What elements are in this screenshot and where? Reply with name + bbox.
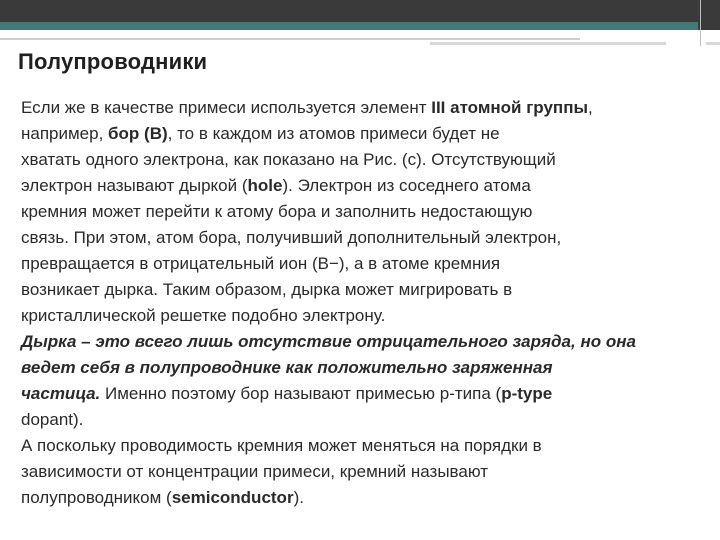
text-line — [21, 485, 701, 511]
text-line — [21, 199, 701, 225]
text-line — [21, 147, 701, 173]
emphasis-run: III атомной группы — [431, 98, 588, 117]
text-line — [21, 225, 701, 251]
text-line — [21, 173, 701, 199]
text-line — [21, 407, 701, 433]
text-run: хватать одного электрона, как показано на Рис. (с). Отсутствующий — [21, 150, 556, 169]
emphasis-run: ведет себя в полупроводнике как положительно заряженная — [21, 358, 553, 377]
header-rule-right — [430, 42, 666, 45]
emphasis-run: p-type — [501, 384, 553, 403]
top-teal-stripe — [0, 22, 698, 30]
corner-divider — [700, 0, 701, 46]
emphasis-run: semiconductor — [171, 488, 294, 507]
text-line — [21, 121, 701, 147]
text-line — [21, 303, 701, 329]
text-run: , — [587, 98, 593, 117]
text-run: ). — [73, 410, 84, 429]
emphasis-run: hole — [247, 176, 283, 195]
emphasis-run: частица. — [21, 384, 101, 403]
text-run: ). Электрон из соседнего атома — [282, 176, 531, 195]
text-run: dopant — [21, 410, 73, 429]
text-run: ). — [293, 488, 304, 507]
text-line — [21, 381, 701, 407]
text-run: кристаллической решетке подобно электрону. — [21, 306, 386, 325]
emphasis-run: бор (B) — [108, 124, 168, 143]
text-line — [21, 329, 701, 355]
text-line — [21, 251, 701, 277]
text-run: например, — [21, 124, 109, 143]
emphasis-run: Дырка – это всего лишь отсутствие отрицательного заряда, но она — [21, 332, 636, 351]
text-run: электрон называют дыркой ( — [21, 176, 248, 195]
text-run: Именно поэтому бор называют примесью р-типа ( — [100, 384, 502, 403]
text-run: А поскольку проводимость кремния может меняться на порядки в — [21, 436, 542, 455]
text-line — [21, 459, 701, 485]
text-run: Если же в качестве примеси используется элемент — [21, 98, 432, 117]
text-run: превращается в отрицательный ион (B−), а в атоме кремния — [21, 254, 501, 273]
text-run: полупроводником ( — [21, 488, 172, 507]
slide-body — [21, 95, 701, 511]
slide-title: Полупроводники — [18, 49, 208, 74]
text-run: связь. При этом, атом бора, получивший дополнительный электрон, — [21, 228, 562, 247]
text-line — [21, 433, 701, 459]
header-rule-corner — [706, 42, 720, 45]
text-run: , то в каждом из атомов примеси будет не — [167, 124, 500, 143]
text-run: зависимости от концентрации примеси, кремний называют — [21, 462, 489, 481]
text-run: возникает дырка. Таким образом, дырка может мигрировать в — [21, 280, 513, 299]
text-line — [21, 355, 701, 381]
header-rule-left — [0, 38, 580, 40]
text-line — [21, 95, 701, 121]
text-run: кремния может перейти к атому бора и заполнить недостающую — [21, 202, 533, 221]
text-line — [21, 277, 701, 303]
